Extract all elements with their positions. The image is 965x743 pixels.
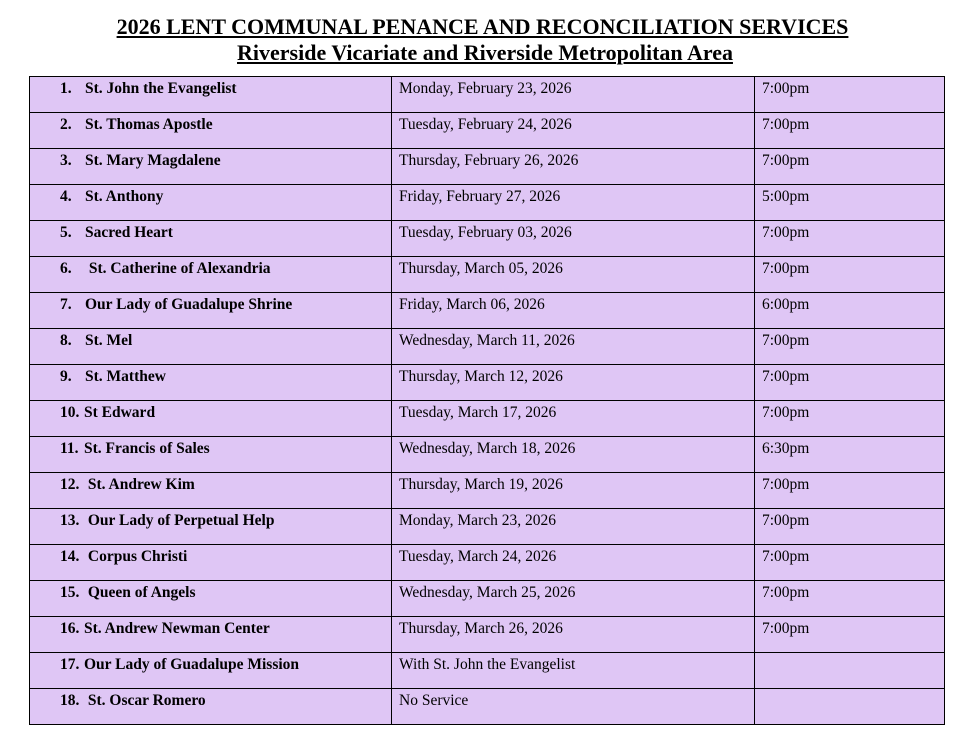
parish-name: Our Lady of Guadalupe Shrine xyxy=(85,296,293,313)
service-date: Thursday, March 12, 2026 xyxy=(399,368,563,385)
row-number: 5. xyxy=(60,224,72,241)
service-time: 6:30pm xyxy=(762,440,810,457)
service-time: 6:00pm xyxy=(762,296,810,313)
service-time: 5:00pm xyxy=(762,188,810,205)
table-row xyxy=(30,221,945,257)
date-cell xyxy=(392,689,755,725)
time-cell xyxy=(755,293,945,329)
parish-cell xyxy=(30,329,392,365)
service-date: Wednesday, March 25, 2026 xyxy=(399,584,576,601)
table-row xyxy=(30,149,945,185)
date-cell xyxy=(392,293,755,329)
row-number: 14. xyxy=(60,548,80,565)
date-cell xyxy=(392,653,755,689)
parish-name: St. Mary Magdalene xyxy=(85,152,221,169)
table-row xyxy=(30,617,945,653)
parish-name: St. Mel xyxy=(85,332,133,349)
row-number: 10. xyxy=(60,404,80,421)
time-cell xyxy=(755,653,945,689)
parish-entry xyxy=(30,437,391,458)
parish-entry xyxy=(30,689,391,710)
parish-name: St. John the Evangelist xyxy=(85,80,237,97)
table-row xyxy=(30,473,945,509)
row-number: 12. xyxy=(60,476,80,493)
row-number: 9. xyxy=(60,368,72,385)
service-time: 7:00pm xyxy=(762,512,810,529)
table-row xyxy=(30,257,945,293)
date-cell xyxy=(392,545,755,581)
schedule-table-body xyxy=(30,77,945,725)
table-row xyxy=(30,401,945,437)
date-cell xyxy=(392,617,755,653)
parish-cell xyxy=(30,581,392,617)
parish-cell xyxy=(30,77,392,113)
service-date: Thursday, March 19, 2026 xyxy=(399,476,563,493)
time-cell xyxy=(755,149,945,185)
row-number: 1. xyxy=(60,80,72,97)
row-number: 6. xyxy=(60,260,72,277)
time-cell xyxy=(755,257,945,293)
parish-cell xyxy=(30,293,392,329)
date-cell xyxy=(392,113,755,149)
row-number: 17. xyxy=(60,656,80,673)
time-cell xyxy=(755,329,945,365)
service-time: 7:00pm xyxy=(762,368,810,385)
row-number: 2. xyxy=(60,116,72,133)
parish-name: Corpus Christi xyxy=(84,548,188,565)
service-date: Wednesday, March 11, 2026 xyxy=(399,332,575,349)
page-subtitle: Riverside Vicariate and Riverside Metropolitan Area xyxy=(237,40,733,65)
row-number: 13. xyxy=(60,512,80,529)
service-time xyxy=(755,653,944,656)
table-row xyxy=(30,437,945,473)
parish-cell xyxy=(30,617,392,653)
service-time: 7:00pm xyxy=(762,404,810,421)
parish-entry xyxy=(30,473,391,494)
parish-cell xyxy=(30,221,392,257)
service-time xyxy=(755,689,944,692)
row-number: 8. xyxy=(60,332,72,349)
table-row xyxy=(30,293,945,329)
parish-cell xyxy=(30,473,392,509)
row-number: 18. xyxy=(60,692,80,709)
parish-name: Our Lady of Guadalupe Mission xyxy=(84,656,300,673)
parish-name: Sacred Heart xyxy=(85,224,173,241)
row-number: 3. xyxy=(60,152,72,169)
parish-entry xyxy=(30,617,391,638)
row-number: 15. xyxy=(60,584,80,601)
parish-entry xyxy=(30,365,391,386)
table-row xyxy=(30,113,945,149)
service-date: Thursday, March 05, 2026 xyxy=(399,260,563,277)
time-cell xyxy=(755,113,945,149)
service-time: 7:00pm xyxy=(762,224,810,241)
date-cell xyxy=(392,581,755,617)
service-date: Friday, March 06, 2026 xyxy=(399,296,545,313)
row-number: 7. xyxy=(60,296,72,313)
service-date: No Service xyxy=(399,692,469,709)
time-cell xyxy=(755,221,945,257)
parish-cell xyxy=(30,509,392,545)
parish-entry xyxy=(30,77,391,98)
date-cell xyxy=(392,185,755,221)
date-cell xyxy=(392,401,755,437)
parish-cell xyxy=(30,365,392,401)
service-time: 7:00pm xyxy=(762,548,810,565)
table-row xyxy=(30,77,945,113)
parish-entry xyxy=(30,221,391,242)
parish-cell xyxy=(30,113,392,149)
parish-name: St. Anthony xyxy=(85,188,164,205)
time-cell xyxy=(755,401,945,437)
date-cell xyxy=(392,365,755,401)
parish-entry xyxy=(30,113,391,134)
service-date: Monday, March 23, 2026 xyxy=(399,512,556,529)
date-cell xyxy=(392,509,755,545)
parish-entry xyxy=(30,257,391,278)
table-row xyxy=(30,185,945,221)
parish-entry xyxy=(30,509,391,530)
parish-cell xyxy=(30,545,392,581)
service-date: With St. John the Evangelist xyxy=(399,656,576,673)
service-date: Tuesday, March 24, 2026 xyxy=(399,548,557,565)
parish-cell xyxy=(30,437,392,473)
schedule-table xyxy=(29,76,945,725)
date-cell xyxy=(392,329,755,365)
time-cell xyxy=(755,365,945,401)
parish-entry xyxy=(30,581,391,602)
parish-entry xyxy=(30,149,391,170)
service-date: Thursday, March 26, 2026 xyxy=(399,620,563,637)
parish-name: St. Thomas Apostle xyxy=(85,116,213,133)
parish-name: Queen of Angels xyxy=(84,584,196,601)
table-row xyxy=(30,545,945,581)
parish-entry xyxy=(30,185,391,206)
table-row xyxy=(30,365,945,401)
parish-name: St. Catherine of Alexandria xyxy=(85,260,271,277)
service-time: 7:00pm xyxy=(762,152,810,169)
parish-entry xyxy=(30,329,391,350)
time-cell xyxy=(755,617,945,653)
parish-cell xyxy=(30,185,392,221)
service-time: 7:00pm xyxy=(762,584,810,601)
parish-name: St. Andrew Kim xyxy=(84,476,195,493)
table-row xyxy=(30,689,945,725)
parish-entry xyxy=(30,401,391,422)
date-cell xyxy=(392,149,755,185)
time-cell xyxy=(755,473,945,509)
parish-cell xyxy=(30,257,392,293)
date-cell xyxy=(392,221,755,257)
table-row xyxy=(30,329,945,365)
service-date: Wednesday, March 18, 2026 xyxy=(399,440,576,457)
date-cell xyxy=(392,473,755,509)
service-time: 7:00pm xyxy=(762,116,810,133)
date-cell xyxy=(392,257,755,293)
time-cell xyxy=(755,689,945,725)
time-cell xyxy=(755,437,945,473)
table-row xyxy=(30,581,945,617)
service-time: 7:00pm xyxy=(762,476,810,493)
service-time: 7:00pm xyxy=(762,80,810,97)
service-date: Tuesday, March 17, 2026 xyxy=(399,404,557,421)
page-title: 2026 LENT COMMUNAL PENANCE AND RECONCILIATION SERVICES xyxy=(116,14,849,39)
date-cell xyxy=(392,77,755,113)
time-cell xyxy=(755,545,945,581)
date-cell xyxy=(392,437,755,473)
parish-cell xyxy=(30,689,392,725)
parish-name: St. Oscar Romero xyxy=(84,692,206,709)
parish-name: St. Matthew xyxy=(85,368,166,385)
time-cell xyxy=(755,185,945,221)
time-cell xyxy=(755,509,945,545)
parish-name: Our Lady of Perpetual Help xyxy=(84,512,275,529)
table-row xyxy=(30,653,945,689)
service-time: 7:00pm xyxy=(762,260,810,277)
row-number: 11. xyxy=(60,440,79,457)
row-number: 4. xyxy=(60,188,72,205)
service-date: Tuesday, February 03, 2026 xyxy=(399,224,572,241)
parish-cell xyxy=(30,653,392,689)
time-cell xyxy=(755,581,945,617)
parish-name: St. Francis of Sales xyxy=(84,440,210,457)
time-cell xyxy=(755,77,945,113)
parish-entry xyxy=(30,545,391,566)
row-number: 16. xyxy=(60,620,80,637)
service-date: Thursday, February 26, 2026 xyxy=(399,152,579,169)
parish-entry xyxy=(30,293,391,314)
service-time: 7:00pm xyxy=(762,332,810,349)
service-time: 7:00pm xyxy=(762,620,810,637)
service-date: Monday, February 23, 2026 xyxy=(399,80,572,97)
parish-cell xyxy=(30,149,392,185)
parish-name: St. Andrew Newman Center xyxy=(84,620,270,637)
parish-entry xyxy=(30,653,391,674)
table-row xyxy=(30,509,945,545)
parish-cell xyxy=(30,401,392,437)
service-date: Tuesday, February 24, 2026 xyxy=(399,116,572,133)
parish-name: St Edward xyxy=(84,404,156,421)
service-date: Friday, February 27, 2026 xyxy=(399,188,561,205)
